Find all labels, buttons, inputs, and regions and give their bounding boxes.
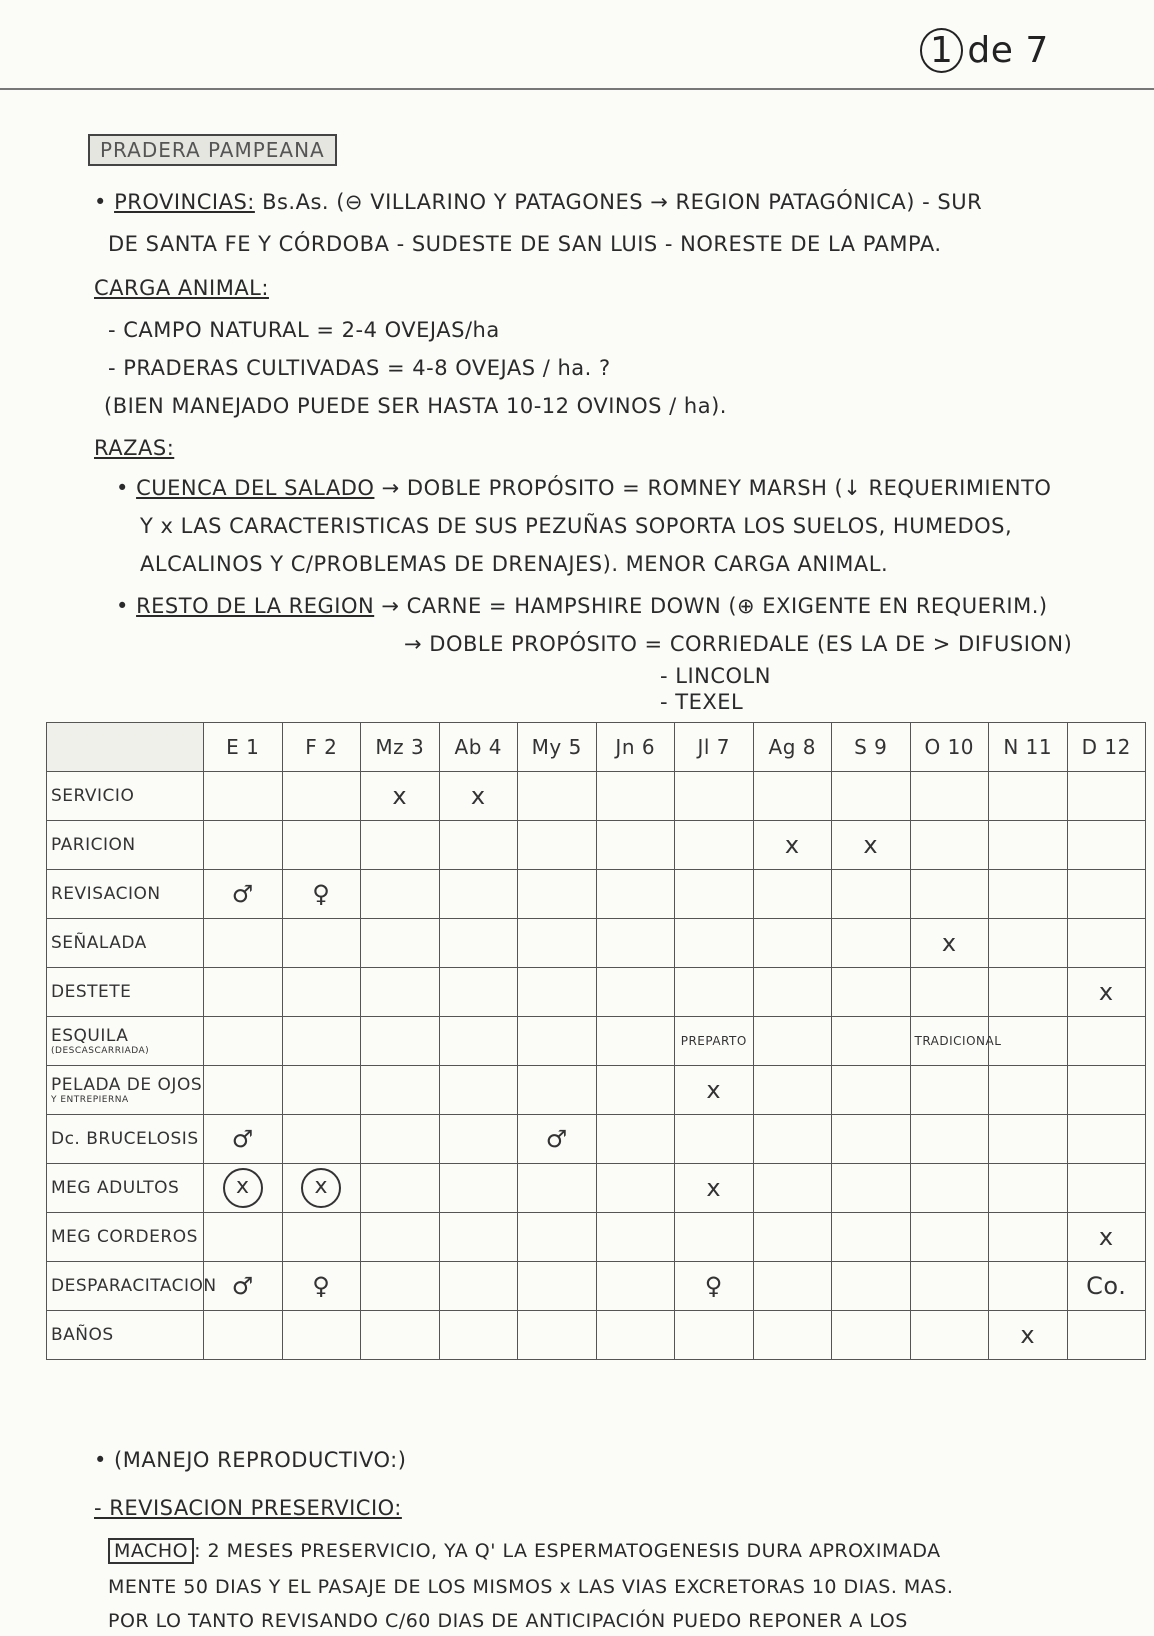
- schedule-cell: [1067, 821, 1146, 870]
- carga-line-3: (BIEN MANEJADO PUEDE SER HASTA 10-12 OVINOS / ha).: [104, 394, 727, 418]
- schedule-cell: [832, 968, 911, 1017]
- row-label: [47, 1115, 204, 1164]
- schedule-cell: [753, 1213, 832, 1262]
- schedule-cell: [1067, 1066, 1146, 1115]
- schedule-cell: [989, 1066, 1068, 1115]
- month-header: Mz 3: [361, 723, 440, 772]
- schedule-cell: [753, 1311, 832, 1360]
- carga-line-1: - CAMPO NATURAL = 2-4 OVEJAS/ha: [108, 318, 500, 342]
- row-label-text: SEÑALADA: [51, 933, 147, 953]
- schedule-cell: [910, 968, 989, 1017]
- schedule-cell: [832, 1066, 911, 1115]
- schedule-mark: x: [863, 831, 879, 859]
- schedule-mark: x: [706, 1174, 722, 1202]
- schedule-mark: x: [1098, 1223, 1114, 1251]
- provincias-text-1: Bs.As. (⊖ VILLARINO Y PATAGONES → REGION PATAGÓNICA) - SUR: [262, 190, 983, 214]
- schedule-cell: [1067, 772, 1146, 821]
- row-label: [47, 1017, 204, 1066]
- row-label-text: Dc. BRUCELOSIS: [51, 1129, 199, 1149]
- carga-line-2: - PRADERAS CULTIVADAS = 4-8 OVEJAS / ha. ?: [108, 356, 611, 380]
- schedule-cell: [753, 772, 832, 821]
- schedule-cell: [518, 1311, 597, 1360]
- schedule-cell: [1067, 968, 1146, 1017]
- schedule-cell: [1067, 870, 1146, 919]
- schedule-cell: [910, 1311, 989, 1360]
- schedule-cell: [910, 1115, 989, 1164]
- schedule-cell: [204, 1017, 283, 1066]
- schedule-mark: x: [941, 929, 957, 957]
- schedule-cell: [439, 870, 518, 919]
- schedule-cell: [361, 1066, 440, 1115]
- schedule-mark: x: [223, 1168, 263, 1208]
- schedule-cell: [989, 1262, 1068, 1311]
- schedule-mark: x: [784, 831, 800, 859]
- schedule-cell: [204, 1311, 283, 1360]
- schedule-cell: [910, 1262, 989, 1311]
- schedule-mark: x: [706, 1076, 722, 1104]
- schedule-cell: [832, 1262, 911, 1311]
- schedule-cell: [439, 1066, 518, 1115]
- row-label: [47, 968, 204, 1017]
- schedule-cell: [989, 772, 1068, 821]
- schedule-cell: [753, 1115, 832, 1164]
- schedule-cell: [910, 821, 989, 870]
- schedule-cell: [1067, 1115, 1146, 1164]
- schedule-cell: [361, 1213, 440, 1262]
- schedule-cell: [753, 1164, 832, 1213]
- schedule-cell: [832, 821, 911, 870]
- provincias-text-2: DE SANTA FE Y CÓRDOBA - SUDESTE DE SAN LUIS - NORESTE DE LA PAMPA.: [108, 232, 942, 256]
- table-row: [47, 1017, 1146, 1066]
- schedule-mark: TRADICIONAL: [914, 1034, 1002, 1048]
- schedule-cell: [596, 772, 675, 821]
- month-header: Ag 8: [753, 723, 832, 772]
- schedule-cell: [596, 968, 675, 1017]
- row-label: [47, 772, 204, 821]
- table-row: [47, 1213, 1146, 1262]
- schedule-cell: [596, 1164, 675, 1213]
- resto-text: → CARNE = HAMPSHIRE DOWN (⊕ EXIGENTE EN REQUERIM.): [381, 594, 1048, 618]
- schedule-mark: ♂: [231, 1125, 254, 1153]
- row-label-text: REVISACION: [51, 884, 161, 904]
- cuenca-label: CUENCA DEL SALADO: [136, 476, 375, 500]
- schedule-cell: [1067, 1262, 1146, 1311]
- schedule-cell: [204, 870, 283, 919]
- top-rule: [0, 88, 1154, 90]
- razas-label: RAZAS:: [94, 436, 175, 460]
- schedule-cell: [282, 968, 361, 1017]
- row-label-subtext: (DESCASCARRIADA): [51, 1046, 150, 1056]
- resto-line-4: - TEXEL: [660, 690, 744, 714]
- manejo-title: MANEJO REPRODUCTIVO:: [122, 1448, 398, 1472]
- schedule-cell: [753, 870, 832, 919]
- schedule-cell: [989, 919, 1068, 968]
- month-header: N 11: [989, 723, 1068, 772]
- schedule-cell: [282, 772, 361, 821]
- schedule-cell: [361, 772, 440, 821]
- schedule-cell: [989, 1164, 1068, 1213]
- schedule-cell: [596, 821, 675, 870]
- schedule-cell: [518, 1115, 597, 1164]
- schedule-cell: [753, 968, 832, 1017]
- schedule-cell: [439, 1311, 518, 1360]
- manejo-line-1-wrap: [108, 1540, 941, 1562]
- schedule-cell: [204, 1115, 283, 1164]
- table-row: [47, 968, 1146, 1017]
- row-label: [47, 1262, 217, 1311]
- schedule-cell: [989, 1115, 1068, 1164]
- schedule-cell: [675, 919, 754, 968]
- schedule-cell: [518, 968, 597, 1017]
- provincias-line-1: • PROVINCIAS: Bs.As. (⊖ VILLARINO Y PATAGONES → REGION PATAGÓNICA) - SUR: [94, 190, 983, 214]
- schedule-mark: ♂: [231, 880, 254, 908]
- macho-label: MACHO: [108, 1538, 194, 1564]
- month-header: My 5: [518, 723, 597, 772]
- schedule-cell: [675, 1066, 754, 1115]
- schedule-cell: [910, 1213, 989, 1262]
- row-label-subtext: Y ENTREPIERNA: [51, 1095, 129, 1105]
- schedule-cell: [675, 968, 754, 1017]
- resto-label: RESTO DE LA REGION: [136, 594, 375, 618]
- schedule-cell: [832, 772, 911, 821]
- month-header: Ab 4: [439, 723, 518, 772]
- row-label-text: DESTETE: [51, 982, 132, 1002]
- provincias-label: PROVINCIAS:: [114, 190, 255, 214]
- razas-cuenca-line: • CUENCA DEL SALADO → DOBLE PROPÓSITO = ROMNEY MARSH (↓ REQUERIMIENTO: [116, 476, 1052, 500]
- schedule-cell: [439, 1164, 518, 1213]
- row-label: [47, 1213, 204, 1262]
- schedule-cell: [675, 1311, 754, 1360]
- schedule-cell: [832, 1311, 911, 1360]
- schedule-cell: [439, 1115, 518, 1164]
- schedule-cell: [282, 1017, 361, 1066]
- table-row: [47, 1262, 1146, 1311]
- schedule-cell: [361, 968, 440, 1017]
- manejo-line-1: : 2 MESES PRESERVICIO, YA Q' LA ESPERMATOGENESIS DURA APROXIMADA: [194, 1540, 941, 1562]
- schedule-cell: [989, 1213, 1068, 1262]
- schedule-mark: x: [1098, 978, 1114, 1006]
- schedule-cell: [282, 870, 361, 919]
- schedule-cell: [361, 1164, 440, 1213]
- row-label: [47, 1066, 204, 1115]
- schedule-cell: [989, 821, 1068, 870]
- table-header-row: [47, 723, 1146, 772]
- schedule-cell: [832, 919, 911, 968]
- schedule-cell: [1067, 1164, 1146, 1213]
- schedule-cell: [518, 821, 597, 870]
- schedule-cell: [596, 1066, 675, 1115]
- schedule-cell: [910, 1017, 1002, 1066]
- schedule-cell: [282, 1066, 361, 1115]
- schedule-cell: [596, 870, 675, 919]
- schedule-cell: [910, 919, 989, 968]
- schedule-cell: [361, 1017, 440, 1066]
- razas-resto-line: • RESTO DE LA REGION → CARNE = HAMPSHIRE DOWN (⊕ EXIGENTE EN REQUERIM.): [116, 594, 1048, 618]
- schedule-cell: [596, 1017, 675, 1066]
- row-label-text: MEG ADULTOS: [51, 1178, 180, 1198]
- row-label: [47, 1164, 204, 1213]
- schedule-cell: [832, 1017, 911, 1066]
- schedule-cell: [439, 1017, 518, 1066]
- schedule-cell: [675, 1115, 754, 1164]
- schedule-cell: [204, 1164, 283, 1213]
- table-row: [47, 1164, 1146, 1213]
- schedule-cell: [910, 1164, 989, 1213]
- schedule-cell: [675, 1262, 754, 1311]
- manejo-line-2: MENTE 50 DIAS Y EL PASAJE DE LOS MISMOS x LAS VIAS EXCRETORAS 10 DIAS. MAS.: [108, 1576, 954, 1598]
- cuenca-text: → DOBLE PROPÓSITO = ROMNEY MARSH (↓ REQUERIMIENTO: [381, 476, 1052, 500]
- page-number-suffix: de 7: [967, 30, 1049, 71]
- resto-line-2: → DOBLE PROPÓSITO = CORRIEDALE (ES LA DE > DIFUSION): [404, 632, 1073, 656]
- manejo-subtitle: - REVISACION PRESERVICIO:: [94, 1496, 402, 1520]
- schedule-cell: [282, 1164, 361, 1213]
- schedule-cell: [282, 1213, 361, 1262]
- table-corner-cell: [47, 723, 204, 772]
- schedule-cell: [518, 919, 597, 968]
- schedule-cell: [753, 1017, 832, 1066]
- schedule-cell: [989, 968, 1068, 1017]
- schedule-cell: [832, 1164, 911, 1213]
- schedule-cell: [204, 1066, 283, 1115]
- schedule-cell: [204, 1213, 283, 1262]
- month-header: F 2: [282, 723, 361, 772]
- schedule-cell: [596, 1311, 675, 1360]
- row-label-text: PARICION: [51, 835, 136, 855]
- schedule-cell: [439, 1262, 518, 1311]
- schedule-cell: [910, 1066, 989, 1115]
- schedule-cell: [518, 870, 597, 919]
- schedule-cell: [596, 919, 675, 968]
- manejo-title-line: • (MANEJO REPRODUCTIVO:): [94, 1448, 407, 1472]
- table-row: [47, 1311, 1146, 1360]
- resto-line-3: - LINCOLN: [660, 664, 771, 688]
- schedule-cell: [439, 919, 518, 968]
- table-row: [47, 870, 1146, 919]
- schedule-cell: [675, 870, 754, 919]
- page-number-circled: 1: [920, 28, 963, 73]
- schedule-cell: [282, 1115, 361, 1164]
- schedule-mark: ♀: [312, 1272, 331, 1300]
- schedule-cell: [675, 1164, 754, 1213]
- carga-label: CARGA ANIMAL:: [94, 276, 269, 300]
- schedule-cell: [518, 1066, 597, 1115]
- row-label-text: ESQUILA: [51, 1026, 129, 1046]
- schedule-cell: [282, 919, 361, 968]
- schedule-cell: [282, 1262, 361, 1311]
- schedule-cell: [753, 1066, 832, 1115]
- schedule-cell: [361, 1262, 440, 1311]
- month-header: Jn 6: [596, 723, 675, 772]
- schedule-cell: [596, 1262, 675, 1311]
- schedule-cell: [204, 919, 283, 968]
- month-header: D 12: [1067, 723, 1146, 772]
- schedule-cell: [439, 821, 518, 870]
- schedule-cell: [675, 1017, 754, 1066]
- row-label-text: MEG CORDEROS: [51, 1227, 198, 1247]
- schedule-cell: [832, 1213, 911, 1262]
- schedule-mark: ♂: [545, 1125, 568, 1153]
- schedule-mark: x: [392, 782, 408, 810]
- schedule-cell: [361, 919, 440, 968]
- month-header: S 9: [832, 723, 911, 772]
- schedule-cell: [439, 772, 518, 821]
- schedule-cell: [910, 870, 989, 919]
- row-label-text: BAÑOS: [51, 1325, 114, 1345]
- cuenca-line-2: Y x LAS CARACTERISTICAS DE SUS PEZUÑAS SOPORTA LOS SUELOS, HUMEDOS,: [140, 514, 1013, 538]
- schedule-mark: ♀: [312, 880, 331, 908]
- row-label: [47, 1311, 204, 1360]
- schedule-mark: Co.: [1086, 1272, 1127, 1300]
- schedule-cell: [361, 870, 440, 919]
- schedule-mark: x: [470, 782, 486, 810]
- schedule-cell: [204, 772, 283, 821]
- schedule-cell: [832, 1115, 911, 1164]
- schedule-cell: [361, 821, 440, 870]
- schedule-cell: [439, 968, 518, 1017]
- schedule-cell: [753, 919, 832, 968]
- schedule-cell: [518, 1164, 597, 1213]
- schedule-cell: [753, 1262, 832, 1311]
- row-label-text: DESPARACITACION: [51, 1276, 217, 1296]
- schedule-mark: ♀: [704, 1272, 723, 1300]
- schedule-cell: [1067, 1311, 1146, 1360]
- schedule-mark: x: [1020, 1321, 1036, 1349]
- schedule-cell: [361, 1115, 440, 1164]
- table-row: [47, 772, 1146, 821]
- schedule-cell: [596, 1115, 675, 1164]
- schedule-cell: [518, 1017, 597, 1066]
- schedule-cell: [204, 821, 283, 870]
- schedule-cell: [675, 1213, 754, 1262]
- schedule-cell: [518, 1262, 597, 1311]
- schedule-cell: [753, 821, 832, 870]
- page-number: [920, 28, 1049, 73]
- schedule-cell: [518, 772, 597, 821]
- schedule-cell: [1067, 919, 1146, 968]
- schedule-cell: [989, 1311, 1068, 1360]
- month-header: E 1: [204, 723, 283, 772]
- schedule-cell: [361, 1311, 440, 1360]
- schedule-cell: [1067, 1213, 1146, 1262]
- schedule-cell: [282, 821, 361, 870]
- row-label: [47, 870, 204, 919]
- section-title: PRADERA PAMPEANA: [88, 134, 337, 166]
- row-label-text: PELADA DE OJOS: [51, 1075, 203, 1095]
- schedule-cell: [439, 1213, 518, 1262]
- schedule-mark: x: [301, 1168, 341, 1208]
- schedule-mark: ♂: [231, 1272, 254, 1300]
- manejo-line-3: POR LO TANTO REVISANDO C/60 DIAS DE ANTICIPACIÓN PUEDO REPONER A LOS: [108, 1610, 908, 1632]
- schedule-cell: [282, 1311, 361, 1360]
- schedule-cell: [204, 968, 283, 1017]
- schedule-cell: [675, 772, 754, 821]
- schedule-cell: [596, 1213, 675, 1262]
- row-label-text: SERVICIO: [51, 786, 135, 806]
- row-label: [47, 821, 204, 870]
- cuenca-line-3: ALCALINOS Y C/PROBLEMAS DE DRENAJES). MENOR CARGA ANIMAL.: [140, 552, 889, 576]
- schedule-mark: PREPARTO: [680, 1034, 747, 1048]
- schedule-cell: [989, 870, 1068, 919]
- schedule-cell: [832, 870, 911, 919]
- table-row: [47, 821, 1146, 870]
- month-header: Jl 7: [675, 723, 754, 772]
- management-calendar-table: [46, 722, 1146, 1360]
- table-row: [47, 1066, 1146, 1115]
- schedule-cell: [675, 821, 754, 870]
- table-row: [47, 1115, 1146, 1164]
- schedule-cell: [910, 772, 989, 821]
- table-row: [47, 919, 1146, 968]
- schedule-cell: [1067, 1017, 1146, 1066]
- row-label: [47, 919, 204, 968]
- month-header: O 10: [910, 723, 989, 772]
- schedule-cell: [518, 1213, 597, 1262]
